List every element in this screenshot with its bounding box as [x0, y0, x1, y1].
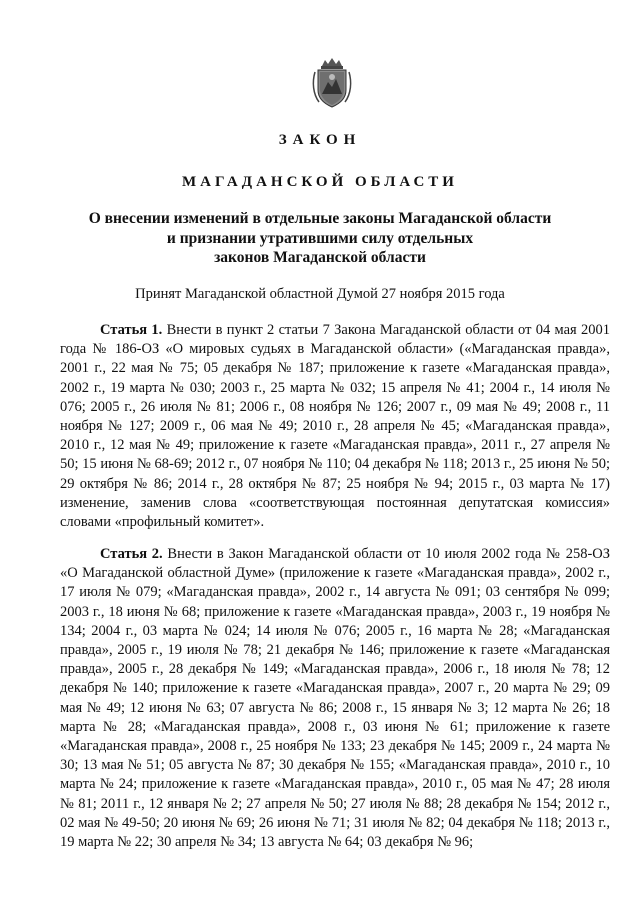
law-title-line: законов Магаданской области — [214, 249, 426, 266]
article-heading: Статья 1. — [100, 322, 163, 338]
adoption-date: Принят Магаданской областной Думой 27 ноября 2015 года — [135, 286, 505, 302]
region-heading: МАГАДАНСКОЙ ОБЛАСТИ — [182, 174, 458, 190]
law-title — [40, 209, 600, 268]
article-1 — [60, 321, 610, 532]
coat-of-arms-icon — [311, 58, 353, 108]
law-title-line: и признании утратившими силу отдельных — [166, 229, 474, 247]
article-2 — [60, 545, 610, 852]
article-text: Внести в Закон Магаданской области от 10 июля 2002 года № 258-ОЗ «О Магаданской областной Думе» (приложение к газете «Магаданская правда», 2002 г., 17 июля № 079; «Магаданская правда», 2002 г., 14 августа № 091; 03 сентября № 099; 2003 г., 18 июня № 68; приложение к газете «Магаданская правда», 2003 г., 19 ноября № 134; 2004 г., 03 марта № 024; 14 июля № 076; 2005 г., 16 марта № 28; «Магаданская правда», 2005 г., 19 июля № 78; 21 декабря № 146; приложение к газете «Магаданская правда», 2005 г., 28 декабря № 149; «Магаданская правда», 2006 г., 18 июля № 78; 12 декабря № 140; приложение к газете «Магаданская правда», 2007 г., 20 марта № 29; 09 мая № 49; 12 июня № 63; 07 августа № 86; 2008 г., 15 января № 3; 12 марта № 26; 18 марта № 28; «Магаданская правда», 2008 г., 03 июня № 61; приложение к газете «Магаданская правда», 2008 г., 25 ноября № 133; 23 декабря № 145; 2009 г., 24 марта № 30; 13 мая № 51; 05 августа № 87; 30 декабря № 155; «Магаданская правда», 2010 г., 10 марта № 24; приложение к газете «Магаданская правда», 2010 г., 05 мая № 47; 28 июля № 81; 2011 г., 12 января № 2; 27 апреля № 50; 27 июля № 88; 28 декабря № 154; 2012 г., 02 мая № 49-50; 20 июня № 69; 26 июня № 71; 31 июля № 82; 04 декабря № 118; 2013 г., 19 марта № 22; 30 апреля № 34; 13 августа № 64; 03 декабря № 96; — [60, 546, 611, 851]
law-title-line: О внесении изменений в отдельные законы Магаданской области — [88, 210, 552, 227]
article-heading: Статья 2. — [100, 546, 163, 562]
law-heading: ЗАКОН — [278, 132, 362, 148]
article-text: Внести в пункт 2 статьи 7 Закона Магаданской области от 04 мая 2001 года № 186-ОЗ «О мировых судьях в Магаданской области» («Магаданская правда», 2001 г., 22 мая № 75; 05 декабря № 187; приложение к газете «Магаданская правда», 2002 г., 19 марта № 030; 2003 г., 25 марта № 032; 15 апреля № 41; 2004 г., 14 июля № 076; 2005 г., 26 июля № 81; 2006 г., 08 ноября № 126; 2007 г., 09 мая № 49; 2008 г., 11 ноября № 127; 2009 г., 06 мая № 49; 2010 г., 28 апреля № 45; «Магаданская правда», 2010 г., 12 мая № 49; приложение к газете «Магаданская правда», 2011 г., 27 апреля № 50; 15 июня № 68-69; 2012 г., 07 ноября № 110; 04 декабря № 118; 2013 г., 25 июня № 50; 29 октября № 86; 2014 г., 28 октября № 87; 25 ноября № 94; 2015 г., 03 марта № 17) изменение, заменив слова «соответствующая постоянная депутатская комиссия» словами «профильный комитет». — [60, 322, 611, 531]
